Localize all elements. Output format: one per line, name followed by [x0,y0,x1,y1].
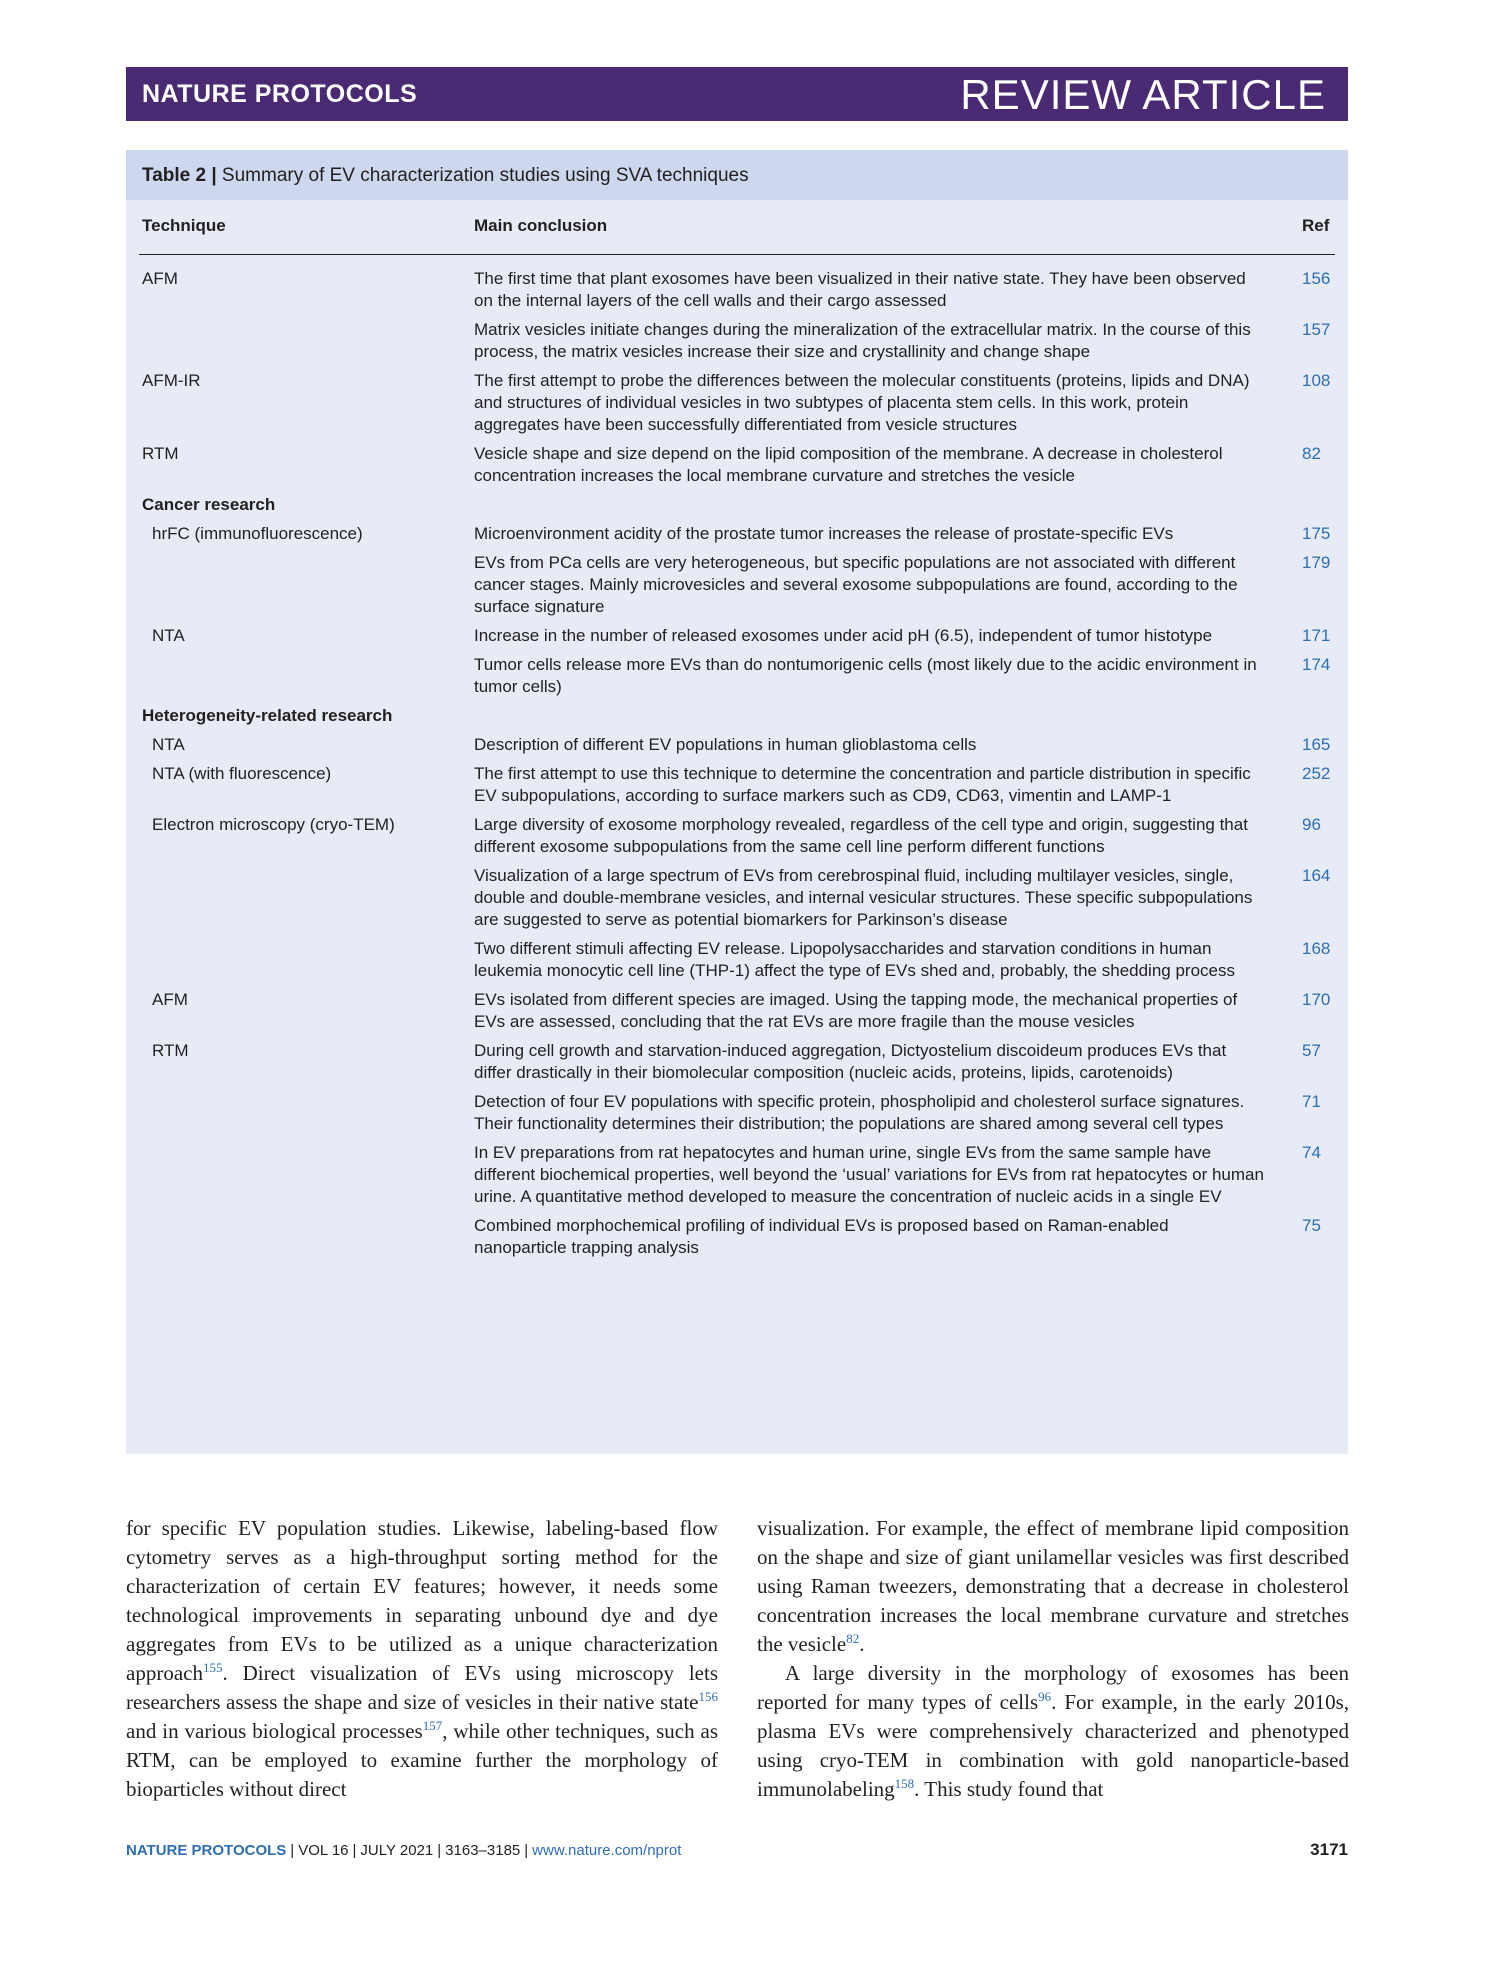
body-paragraph [757,1514,1349,1659]
body-paragraph [126,1514,718,1804]
citation-link[interactable]: 96 [1038,1689,1052,1704]
body-text-segment: . Direct visualization of EVs using microscopy lets researchers assess the shape and size of vesicles in their native state [126,1661,718,1714]
technique-cell: RTM [142,444,179,463]
reference-link[interactable]: 96 [1302,815,1321,834]
table-row [126,865,1348,931]
conclusion-cell: EVs isolated from different species are imaged. Using the tapping mode, the mechanical properties of EVs are assessed, concluding that the rat EVs are more fragile than the mouse vesicles [474,990,1238,1031]
technique-cell: AFM [142,269,178,288]
body-paragraph [757,1659,1349,1804]
body-text-segment: . For example, in the early 2010s, plasma EVs were comprehensively characterized and phenotyped using cryo-TEM in combination with gold nanoparticle-based immunolabeling [757,1690,1349,1801]
footer-volume: VOL 16 [298,1842,349,1859]
citation-link[interactable]: 155 [202,1660,223,1675]
conclusion-cell: The first time that plant exosomes have been visualized in their native state. They have been observed on the internal layers of the cell walls and their cargo assessed [474,269,1246,310]
table-row [126,654,1348,698]
table-row [126,443,1348,487]
conclusion-cell: Two different stimuli affecting EV release. Lipopolysaccharides and starvation conditions in human leukemia monocytic cell line (THP-1) affect the type of EVs shed and, probably, the shedding process [474,939,1235,980]
reference-link[interactable]: 170 [1302,990,1331,1009]
article-type: REVIEW ARTICLE [960,71,1326,118]
reference-link[interactable]: 108 [1302,371,1331,390]
reference-link[interactable]: 74 [1302,1143,1321,1162]
table-row [126,370,1348,436]
section-heading: Heterogeneity-related research [142,706,393,725]
conclusion-cell: The first attempt to probe the differences between the molecular constituents (proteins, lipids and DNA) and structures of individual vesicles in two subtypes of placenta stem cells. In this work, protein aggregates have been successfully differentiated from vesicle structures [474,371,1250,434]
footer-date: JULY 2021 [360,1842,434,1859]
technique-cell: AFM-IR [142,371,201,390]
table-row [126,1142,1348,1208]
conclusion-cell: Description of different EV populations in human glioblastoma cells [474,735,977,754]
body-text-segment: for specific EV population studies. Likewise, labeling-based flow cytometry serves as a high-throughput sorting method for the characterization of certain EV features; however, it needs some technological improvements in separating unbound dye and dye aggregates from EVs to be utilized as a unique characterization approach [126,1516,718,1685]
technique-cell: Electron microscopy (cryo-TEM) [152,815,395,834]
table-title [126,150,1348,200]
reference-link[interactable]: 165 [1302,735,1331,754]
table-row [126,1091,1348,1135]
table-title-text: Summary of EV characterization studies using SVA techniques [216,165,749,186]
table-section-row [126,705,1348,727]
conclusion-cell: Increase in the number of released exosomes under acid pH (6.5), independent of tumor histotype [474,626,1213,645]
reference-link[interactable]: 75 [1302,1216,1321,1235]
body-column-right [757,1514,1349,1804]
body-text-segment: A large diversity in the morphology of exosomes has been reported for many types of cells [757,1661,1349,1714]
conclusion-cell: Matrix vesicles initiate changes during the mineralization of the extracellular matrix. In the course of this process, the matrix vesicles increase their size and crystallinity and change shape [474,320,1251,361]
reference-link[interactable]: 164 [1302,866,1331,885]
conclusion-cell: Visualization of a large spectrum of EVs from cerebrospinal fluid, including multilayer vesicles, single, double and double-membrane vesicles, and internal vesicular structures. These specific subpopulations are suggested to serve as potential biomarkers for Parkinson’s disease [474,866,1253,929]
page-footer: NATURE PROTOCOLS | VOL 16 | JULY 2021 | 3163–3185 | www.nature.com/nprot [126,1842,682,1859]
citation-link[interactable]: 158 [894,1776,915,1791]
reference-link[interactable]: 171 [1302,626,1331,645]
reference-link[interactable]: 252 [1302,764,1331,783]
body-text-segment: visualization. For example, the effect of membrane lipid composition on the shape and size of giant unilamellar vesicles was first described using Raman tweezers, demonstrating that a decrease in cholesterol concentration increases the local membrane curvature and stretches the vesicle [757,1516,1349,1656]
table-2 [126,150,1348,1454]
column-header-ref: Ref [1302,216,1330,235]
reference-link[interactable]: 179 [1302,553,1331,572]
table-row [126,814,1348,858]
conclusion-cell: Combined morphochemical profiling of individual EVs is proposed based on Raman-enabled nanoparticle trapping analysis [474,1216,1169,1257]
footer-pages: 3163–3185 [445,1842,521,1859]
table-row [126,523,1348,545]
technique-cell: NTA [152,626,185,645]
table-row [126,552,1348,618]
table-row [126,268,1348,312]
column-header-technique: Technique [142,216,226,235]
reference-link[interactable]: 174 [1302,655,1331,674]
citation-link[interactable]: 82 [846,1631,860,1646]
reference-link[interactable]: 71 [1302,1092,1321,1111]
conclusion-cell: The first attempt to use this technique to determine the concentration and particle distribution in specific EV subpopulations, according to surface markers such as CD9, CD63, vimentin and LAMP-1 [474,764,1251,805]
technique-cell: hrFC (immunofluorescence) [152,524,363,543]
body-text-segment: , while other techniques, such as RTM, can be employed to examine further the morphology of bioparticles without direct [126,1719,719,1801]
table-row [126,319,1348,363]
body-text-segment: and in various biological processes [126,1719,423,1743]
page-number: 3171 [1310,1840,1348,1859]
table-row [126,938,1348,982]
body-text-segment: . [859,1632,865,1656]
conclusion-cell: Detection of four EV populations with specific protein, phospholipid and cholesterol surface signatures. Their functionality determines their distribution; the populations are shared among several cell types [474,1092,1245,1133]
citation-link[interactable]: 156 [698,1689,718,1704]
reference-link[interactable]: 168 [1302,939,1331,958]
table-section-row [126,494,1348,516]
table-row [126,989,1348,1033]
conclusion-cell: During cell growth and starvation-induced aggregation, Dictyostelium discoideum produces EVs that differ drastically in their biomolecular composition (nucleic acids, proteins, lipids, carotenoids) [474,1041,1227,1082]
conclusion-cell: Tumor cells release more EVs than do nontumorigenic cells (most likely due to the acidic environment in tumor cells) [474,655,1257,696]
conclusion-cell: Vesicle shape and size depend on the lipid composition of the membrane. A decrease in cholesterol concentration increases the local membrane curvature and stretches the vesicle [474,444,1223,485]
table-row [126,734,1348,756]
reference-link[interactable]: 57 [1302,1041,1321,1060]
table-row [126,763,1348,807]
technique-cell: NTA (with fluorescence) [152,764,332,783]
footer-url-link[interactable]: www.nature.com/nprot [532,1842,682,1859]
reference-link[interactable]: 157 [1302,320,1331,339]
journal-name: NATURE PROTOCOLS [142,80,418,108]
technique-cell: AFM [152,990,188,1009]
table-body [126,268,1348,1266]
section-heading: Cancer research [142,495,276,514]
reference-link[interactable]: 82 [1302,444,1321,463]
table-title-label: Table 2 | [142,165,217,186]
reference-link[interactable]: 156 [1302,269,1331,288]
reference-link[interactable]: 175 [1302,524,1331,543]
body-column-left [126,1514,718,1804]
conclusion-cell: Large diversity of exosome morphology revealed, regardless of the cell type and origin, suggesting that different exosome subpopulations from the same cell line perform different functions [474,815,1248,856]
conclusion-cell: EVs from PCa cells are very heterogeneous, but specific populations are not associated with different cancer stages. Mainly microvesicles and several exosome subpopulations are found, according to the surface signature [474,553,1238,616]
footer-journal: NATURE PROTOCOLS [126,1842,287,1859]
table-row [126,1040,1348,1084]
conclusion-cell: In EV preparations from rat hepatocytes and human urine, single EVs from the same sample have different biochemical properties, well beyond the ‘usual’ variations for EVs from rat hepatocytes or human urine. A quantitative method developed to measure the concentration of nucleic acids in a single EV [474,1143,1264,1206]
body-text-segment: . This study found that [914,1777,1104,1801]
page-header [126,67,1348,121]
technique-cell: RTM [152,1041,189,1060]
citation-link[interactable]: 157 [422,1718,443,1733]
column-header-conclusion: Main conclusion [474,216,608,235]
technique-cell: NTA [152,735,185,754]
header-rule [139,254,1335,255]
table-row [126,1215,1348,1259]
conclusion-cell: Microenvironment acidity of the prostate tumor increases the release of prostate-specific EVs [474,524,1174,543]
table-row [126,625,1348,647]
